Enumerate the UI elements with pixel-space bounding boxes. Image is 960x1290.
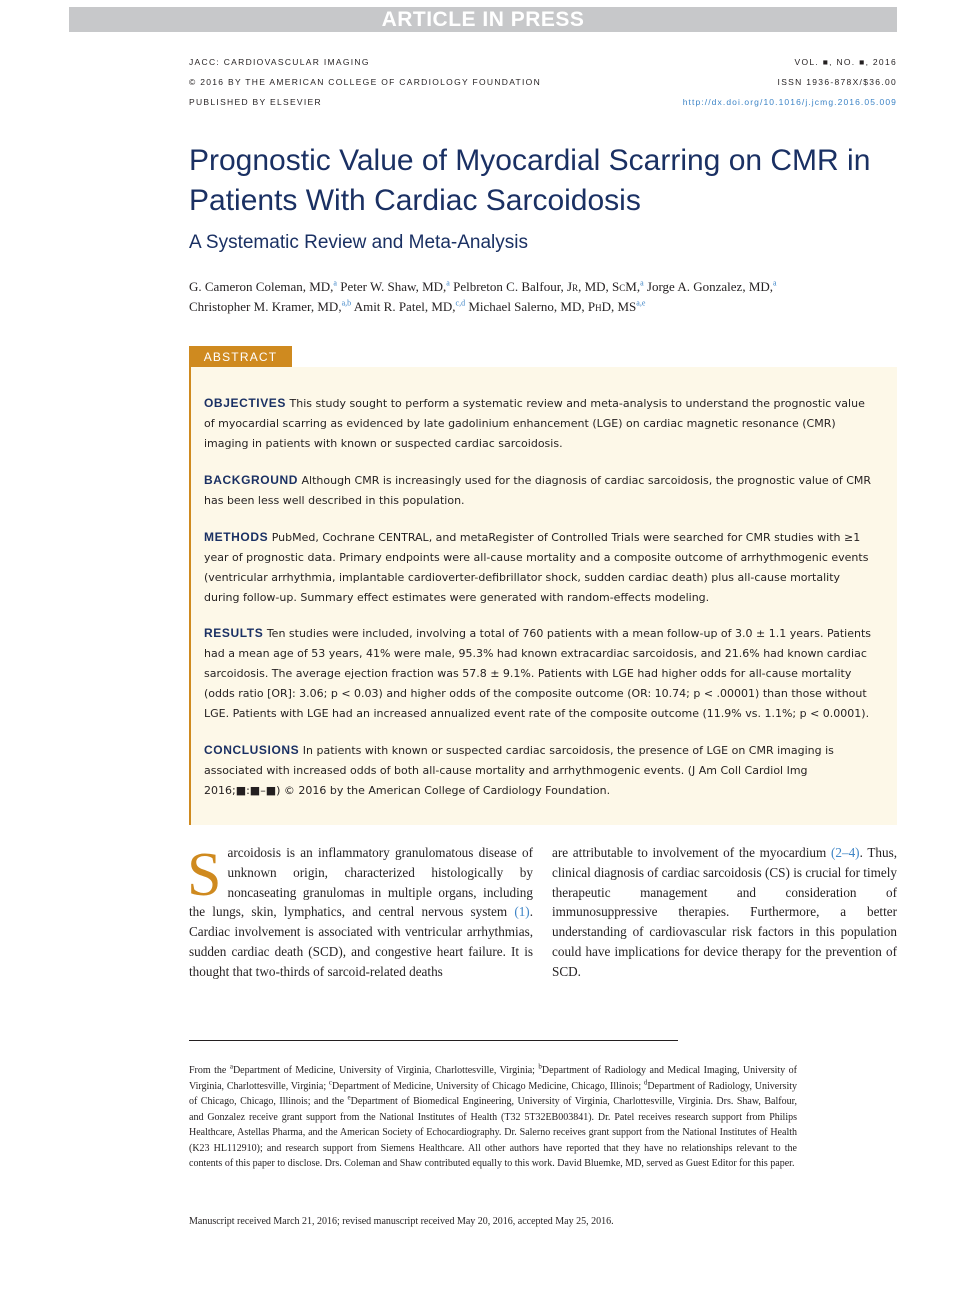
author-name: Christopher M. Kramer, MD, [189,299,342,314]
footnote-text: From the [189,1065,230,1076]
footnote-text: Department of Biomedical Engineering, University of Virginia, Charlottesville, Virginia. Drs. Shaw, Balfour, and Gonzalez receive grant support from the National Institutes of Health (T32 5T32EB003841). Dr. Patel receives research support from Philips Healthcare, Astellas Pharma, and the American Society of Echocardiography. Dr. Salerno receives grant support from the National Institutes of Health (K23 HL112910); and research support from Siemens Healthcare. All other authors have reported that they have no relationships relevant to the contents of this paper to disclose. Drs. Coleman and Shaw contributed equally to this work. David Bluemke, MD, served as Guest Editor for this paper. [189,1096,797,1169]
volume-line: VOL. ■, NO. ■, 2016 [794,57,897,67]
drop-cap: S [187,841,222,909]
author-name: G. Cameron Coleman, MD, [189,279,334,294]
footnote-text: Department of Radiology and Medical Imaging, University of Virginia, Charlottesville, Virginia; [189,1065,797,1092]
affiliation-mark[interactable]: a [333,278,337,288]
affiliation-mark: e [347,1093,351,1102]
affiliations-footnote [189,1063,797,1172]
objectives-heading: OBJECTIVES [204,396,287,410]
author-name: Amit R. Patel, MD, [353,299,456,314]
objectives-text: This study sought to perform a systematic review and meta-analysis to understand the prognostic value of myocardial scarring as evidenced by late gadolinium enhancement (LGE) on cardiac magnetic resonance (CMR) imaging in patients with known or suspected cardiac sarcoidosis. [204,397,865,450]
body-text: arcoidosis is an inflammatory granulomatous disease of unknown origin, characterized histologically by noncaseating granulomas in multiple organs, including the lungs, skin, lymphatics, and central nervous system [189,845,533,920]
affiliation-mark[interactable]: a,e [636,298,646,308]
author-name: Jorge A. Gonzalez, MD, [646,279,774,294]
body-column-left [189,843,533,982]
conclusions-heading: CONCLUSIONS [204,743,300,757]
affiliation-mark[interactable]: a [640,278,644,288]
author-list [189,277,889,317]
doi-link[interactable]: http://dx.doi.org/10.1016/j.jcmg.2016.05.009 [682,97,897,107]
results-text: Ten studies were included, involving a total of 760 patients with a mean follow-up of 3.0 ± 1.1 years. Patients had a mean age of 53 years, 41% were male, 95.3% had known extracardiac sarcoidosis, and 21.6% had known cardiac sarcoidosis. The average ejection fraction was 57.8 ± 9.1%. Patients with LGE had higher odds for all-cause mortality (odds ratio [OR]: 3.06; p < 0.03) and higher odds of the composite outcome (OR: 10.74; p < .00001) than those without LGE. Patients with LGE had an increased annualized event rate of the composite outcome (11.9% vs. 1.1%; p < 0.0001). [204,627,872,720]
abstract-results [204,623,872,724]
affiliation-mark[interactable]: c,d [455,298,466,308]
affiliation-mark[interactable]: a [773,278,777,288]
conclusions-text: In patients with known or suspected cardiac sarcoidosis, the presence of LGE on CMR imaging is associated with increased odds of both all-cause mortality and arrhythmogenic events. (J Am Coll Cardiol Img 2016;■:■–■) © 2016 by the American College of Cardiology Foundation. [204,744,834,797]
article-in-press-banner: ARTICLE IN PRESS [69,7,897,32]
background-heading: BACKGROUND [204,473,298,487]
body-text: are attributable to involvement of the myocardium [552,845,831,860]
body-text: . Thus, clinical diagnosis of cardiac sarcoidosis (CS) is crucial for timely therapeutic management and consideration of immunosuppressive therapies. Furthermore, a better understanding of cardiovascular risk factors in this population could have implications for device therapy for the prevention of SCD. [552,845,897,979]
journal-header-left [189,56,541,116]
journal-header-right [683,56,897,116]
affiliation-mark[interactable]: a [446,278,450,288]
publisher-line: PUBLISHED BY ELSEVIER [189,97,322,107]
footnote-divider [189,1040,678,1041]
background-text: Although CMR is increasingly used for the diagnosis of cardiac sarcoidosis, the prognostic value of CMR has been less well described in this population. [204,474,872,507]
footnote-text: Department of Radiology, University of Chicago, Chicago, Illinois; and the [189,1080,798,1107]
manuscript-dates: Manuscript received March 21, 2016; revised manuscript received May 20, 2016, accepted May 25, 2016. [189,1216,614,1227]
abstract-background [204,470,872,511]
affiliation-mark: c [328,1078,333,1087]
results-heading: RESULTS [204,626,264,640]
body-column-right [552,843,897,982]
affiliation-mark[interactable]: a,b [341,298,352,308]
methods-heading: METHODS [204,530,269,544]
issn-line: ISSN 1936-878X/$36.00 [777,77,897,87]
affiliation-mark: b [538,1062,542,1071]
reference-link[interactable]: (2–4) [830,845,860,860]
abstract-methods [204,527,872,608]
reference-link[interactable]: (1) [514,904,530,920]
abstract-tab: ABSTRACT [189,346,292,368]
footnote-text: Department of Medicine, University of Chicago Medicine, Chicago, Illinois; [332,1080,644,1092]
abstract-conclusions [204,740,872,801]
affiliation-mark: d [643,1078,648,1087]
affiliation-mark: a [229,1062,233,1071]
copyright-line: © 2016 BY THE AMERICAN COLLEGE OF CARDIOLOGY FOUNDATION [189,77,542,87]
body-text: . Cardiac involvement is associated with ventricular arrhythmias, sudden cardiac death (SCD), and congestive heart failure. It is thought that two-thirds of sarcoid-related deaths [189,904,533,979]
journal-name: JACC: CARDIOVASCULAR IMAGING [189,57,370,67]
abstract-objectives [204,393,872,454]
methods-text: PubMed, Cochrane CENTRAL, and metaRegister of Controlled Trials were searched for CMR studies with ≥1 year of prognostic data. Primary endpoints were all-cause mortality and a composite outcome of arrhythmogenic events (ventricular arrhythmia, implantable cardioverter-defibrillator shock, sudden cardiac death) plus all-cause mortality during follow-up. Summary effect estimates were generated with random-effects modeling. [204,531,869,604]
article-subtitle: A Systematic Review and Meta-Analysis [189,232,528,253]
author-name: Peter W. Shaw, MD, [340,279,447,294]
article-title: Prognostic Value of Myocardial Scarring on CMR in Patients With Cardiac Sarcoidosis [189,144,871,217]
author-name: Michael Salerno, MD, PhD, MS [468,299,637,314]
author-name: Pelbreton C. Balfour, Jr, MD, ScM, [453,279,641,294]
footnote-text: Department of Medicine, University of Virginia, Charlottesville, Virginia; [232,1065,539,1076]
